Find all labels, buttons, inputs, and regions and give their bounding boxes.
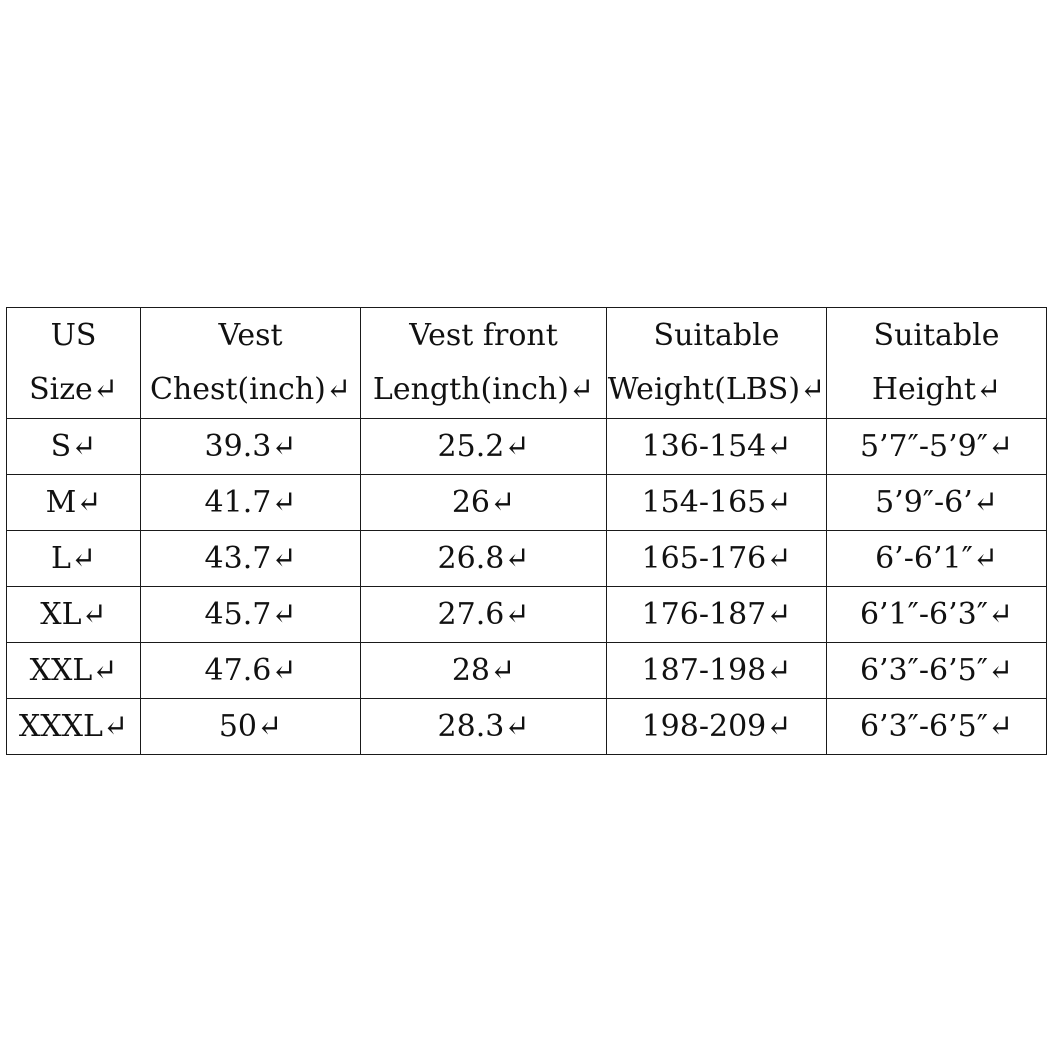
header-suitable-weight (607, 308, 827, 419)
header-suitable-height (827, 308, 1047, 419)
cell-height (827, 419, 1047, 475)
cell-text: 25.2↵ (437, 428, 530, 464)
cell-text: L↵ (50, 540, 97, 576)
cell-weight (607, 587, 827, 643)
cell-chest (141, 531, 361, 587)
table-row (7, 587, 1047, 643)
cell-text: XL↵ (40, 596, 107, 632)
cell-chest (141, 475, 361, 531)
header-line: Chest(inch)↵ (149, 372, 352, 407)
cell-text: 50↵ (218, 708, 283, 744)
cell-text: 5’9″-6’↵ (875, 484, 998, 520)
header-line: US (50, 318, 97, 353)
cell-text: 27.6↵ (437, 596, 530, 632)
header-line: Suitable (873, 318, 1000, 353)
header-us-size (7, 308, 141, 419)
cell-height (827, 531, 1047, 587)
cell-size (7, 699, 141, 755)
cell-height (827, 587, 1047, 643)
table-row (7, 475, 1047, 531)
cell-text: XXL↵ (29, 652, 118, 688)
cell-text: 28.3↵ (437, 708, 530, 744)
cell-text: 45.7↵ (204, 596, 297, 632)
cell-length (361, 531, 607, 587)
cell-text: 6’3″-6’5″↵ (859, 708, 1014, 744)
cell-weight (607, 531, 827, 587)
cell-chest (141, 699, 361, 755)
table-row (7, 531, 1047, 587)
cell-size (7, 587, 141, 643)
cell-text: 39.3↵ (204, 428, 297, 464)
cell-text: 28↵ (451, 652, 516, 688)
header-line: Suitable (653, 318, 780, 353)
cell-length (361, 587, 607, 643)
cell-text: S↵ (50, 428, 97, 464)
header-vest-front-length (361, 308, 607, 419)
cell-length (361, 699, 607, 755)
cell-height (827, 643, 1047, 699)
cell-text: 47.6↵ (204, 652, 297, 688)
cell-text: M↵ (45, 484, 102, 520)
cell-text: 154-165↵ (641, 484, 792, 520)
table-header-row (7, 308, 1047, 419)
cell-text: 165-176↵ (641, 540, 792, 576)
header-vest-chest (141, 308, 361, 419)
header-line: Weight(LBS)↵ (607, 372, 826, 407)
cell-height (827, 699, 1047, 755)
size-chart-table (6, 307, 1047, 755)
cell-text: 6’-6’1″↵ (875, 540, 998, 576)
cell-text: 6’3″-6’5″↵ (859, 652, 1014, 688)
cell-text: 26↵ (451, 484, 516, 520)
cell-text: 5’7″-5’9″↵ (859, 428, 1014, 464)
cell-size (7, 419, 141, 475)
cell-text: 6’1″-6’3″↵ (859, 596, 1014, 632)
cell-text: 43.7↵ (204, 540, 297, 576)
header-line: Length(inch)↵ (372, 372, 595, 407)
cell-text: XXXL↵ (18, 708, 129, 744)
cell-text: 187-198↵ (641, 652, 792, 688)
cell-weight (607, 419, 827, 475)
cell-text: 41.7↵ (204, 484, 297, 520)
cell-text: 26.8↵ (437, 540, 530, 576)
header-line: Vest front (409, 318, 558, 353)
cell-chest (141, 587, 361, 643)
cell-size (7, 475, 141, 531)
header-line: Size↵ (29, 372, 118, 407)
table-row (7, 643, 1047, 699)
cell-length (361, 643, 607, 699)
cell-text: 198-209↵ (641, 708, 792, 744)
cell-weight (607, 643, 827, 699)
table-row (7, 699, 1047, 755)
cell-text: 136-154↵ (641, 428, 792, 464)
cell-size (7, 643, 141, 699)
header-line: Height↵ (871, 372, 1002, 407)
cell-chest (141, 419, 361, 475)
cell-height (827, 475, 1047, 531)
table-row (7, 419, 1047, 475)
cell-size (7, 531, 141, 587)
cell-weight (607, 699, 827, 755)
header-line: Vest (218, 318, 283, 353)
cell-length (361, 475, 607, 531)
cell-text: 176-187↵ (641, 596, 792, 632)
cell-chest (141, 643, 361, 699)
cell-length (361, 419, 607, 475)
cell-weight (607, 475, 827, 531)
